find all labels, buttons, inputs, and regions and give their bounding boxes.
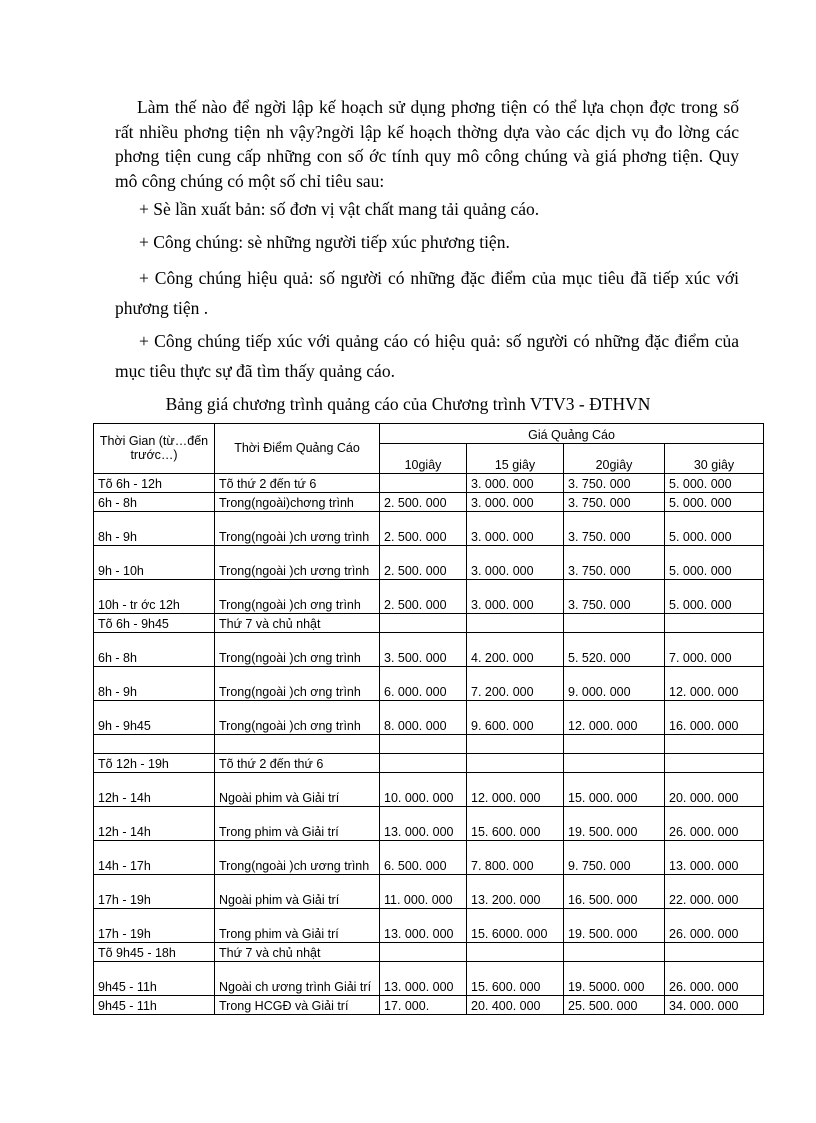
header-slot: Thời Điểm Quảng Cáo [215,424,380,474]
cell-slot: Tõ thứ 2 đến tứ 6 [215,474,380,493]
table-row [94,754,764,773]
cell-price-20s [564,614,665,633]
cell-slot: Trong phim và Giải trí [215,909,380,943]
cell-price-20s: 15. 000. 000 [564,773,665,807]
cell-price-30s: 13. 000. 000 [665,841,764,875]
cell-price-15s [467,943,564,962]
bullet-item: + Sè lần xuất bản: số đơn vị vật chất mang tải quảng cáo. [139,199,540,219]
cell-time: Tõ 6h - 9h45 [94,614,215,633]
cell-price-30s: 22. 000. 000 [665,875,764,909]
cell-slot: Trong(ngoài )ch ương trình [215,546,380,580]
cell-price-15s: 9. 600. 000 [467,701,564,735]
cell-price-30s [665,754,764,773]
cell-price-10s [380,735,467,754]
cell-price-30s: 26. 000. 000 [665,909,764,943]
table-row [94,735,764,754]
table-title: Bảng giá chương trình quảng cáo của Chương trình VTV3 - ĐTHVN [165,394,651,414]
bullet-item: + Công chúng: sè những người tiếp xúc phương tiện. [139,232,510,252]
header-duration: 15 giây [467,444,564,474]
cell-price-15s [467,754,564,773]
cell-price-10s: 8. 000. 000 [380,701,467,735]
cell-slot: Trong(ngoài )ch ương trình [215,512,380,546]
cell-time: 6h - 8h [94,633,215,667]
cell-price-15s: 12. 000. 000 [467,773,564,807]
table-row [94,773,764,807]
cell-price-30s: 5. 000. 000 [665,580,764,614]
cell-price-15s: 20. 400. 000 [467,996,564,1015]
table-row [94,996,764,1015]
cell-price-30s: 5. 000. 000 [665,493,764,512]
cell-time: 14h - 17h [94,841,215,875]
header-duration: 20giây [564,444,665,474]
table-row [94,614,764,633]
cell-time: Tõ 6h - 12h [94,474,215,493]
cell-price-15s: 15. 6000. 000 [467,909,564,943]
table-row [94,474,764,493]
cell-slot: Trong(ngoài )ch ơng trình [215,667,380,701]
cell-price-10s: 2. 500. 000 [380,546,467,580]
cell-price-30s: 5. 000. 000 [665,512,764,546]
bullet-item: + Công chúng tiếp xúc với quảng cáo có hiệu quả: số người có những đặc điểm của mục tiêu thực sự đã tìm thấy quảng cáo. [115,331,739,381]
cell-slot: Trong(ngoài)chơng trình [215,493,380,512]
cell-price-15s: 7. 800. 000 [467,841,564,875]
cell-price-10s: 2. 500. 000 [380,580,467,614]
cell-slot [215,735,380,754]
cell-time: Tõ 9h45 - 18h [94,943,215,962]
cell-price-15s [467,614,564,633]
cell-price-30s: 12. 000. 000 [665,667,764,701]
cell-price-20s: 9. 000. 000 [564,667,665,701]
cell-price-15s [467,735,564,754]
cell-price-30s: 20. 000. 000 [665,773,764,807]
table-row [94,667,764,701]
cell-price-20s: 3. 750. 000 [564,493,665,512]
cell-price-15s: 15. 600. 000 [467,807,564,841]
cell-price-30s [665,614,764,633]
cell-slot: Tõ thứ 2 đến thứ 6 [215,754,380,773]
cell-price-15s: 3. 000. 000 [467,512,564,546]
cell-price-20s: 19. 5000. 000 [564,962,665,996]
cell-price-10s: 6. 000. 000 [380,667,467,701]
cell-price-20s: 25. 500. 000 [564,996,665,1015]
cell-slot: Ngoài phim và Giải trí [215,875,380,909]
cell-price-10s [380,614,467,633]
cell-slot: Trong HCGĐ và Giải trí [215,996,380,1015]
table-row [94,493,764,512]
table-row [94,875,764,909]
cell-price-30s: 26. 000. 000 [665,807,764,841]
cell-time: 6h - 8h [94,493,215,512]
cell-slot: Thứ 7 và chủ nhật [215,943,380,962]
cell-price-20s: 12. 000. 000 [564,701,665,735]
cell-slot: Ngoài ch ương trình Giải trí [215,962,380,996]
cell-price-30s: 5. 000. 000 [665,546,764,580]
price-table [93,423,764,1015]
table-row [94,909,764,943]
cell-time [94,735,215,754]
header-price: Giá Quảng Cáo [380,424,764,444]
cell-price-10s: 13. 000. 000 [380,909,467,943]
cell-slot: Thứ 7 và chủ nhật [215,614,380,633]
table-row [94,580,764,614]
table-row [94,701,764,735]
cell-price-20s [564,754,665,773]
cell-slot: Ngoài phim và Giải trí [215,773,380,807]
cell-price-30s [665,943,764,962]
cell-price-10s: 6. 500. 000 [380,841,467,875]
cell-price-30s: 34. 000. 000 [665,996,764,1015]
header-time: Thời Gian (từ…đến trước…) [94,424,215,474]
cell-price-10s: 3. 500. 000 [380,633,467,667]
cell-price-10s [380,474,467,493]
bullet-item: + Công chúng hiệu quả: số người có những đặc điểm của mục tiêu đã tiếp xúc với phương tiện . [115,268,739,318]
cell-slot: Trong(ngoài )ch ương trình [215,841,380,875]
table-row [94,633,764,667]
cell-price-30s: 5. 000. 000 [665,474,764,493]
cell-price-10s: 17. 000. [380,996,467,1015]
cell-price-10s: 13. 000. 000 [380,807,467,841]
cell-price-30s: 26. 000. 000 [665,962,764,996]
table-body [94,474,764,1015]
cell-price-15s: 3. 000. 000 [467,580,564,614]
cell-slot: Trong phim và Giải trí [215,807,380,841]
cell-time: 12h - 14h [94,773,215,807]
cell-time: 12h - 14h [94,807,215,841]
cell-price-15s: 3. 000. 000 [467,493,564,512]
cell-price-30s: 16. 000. 000 [665,701,764,735]
table-row [94,962,764,996]
cell-price-15s: 7. 200. 000 [467,667,564,701]
cell-price-10s: 10. 000. 000 [380,773,467,807]
cell-price-20s: 9. 750. 000 [564,841,665,875]
table-row [94,546,764,580]
cell-slot: Trong(ngoài )ch ơng trình [215,701,380,735]
cell-time: 10h - tr ớc 12h [94,580,215,614]
table-row [94,841,764,875]
cell-price-20s: 16. 500. 000 [564,875,665,909]
cell-slot: Trong(ngoài )ch ơng trình [215,580,380,614]
cell-price-20s [564,735,665,754]
cell-slot: Trong(ngoài )ch ơng trình [215,633,380,667]
table-row [94,512,764,546]
cell-price-15s: 3. 000. 000 [467,546,564,580]
cell-time: 17h - 19h [94,909,215,943]
cell-price-20s: 3. 750. 000 [564,512,665,546]
intro-paragraph: Làm thế nào để ngời lập kế hoạch sử dụng phơng tiện có thể lựa chọn đợc trong số rất nhiều phơng tiện nh vậy?ngời lập kế hoạch thờng dựa vào các dịch vụ đo lờng các phơng tiện cung cấp những con số ớc tính quy mô công chúng và giá phơng tiện. Quy mô công chúng có một số chỉ tiêu sau: [115,97,739,191]
cell-price-15s: 13. 200. 000 [467,875,564,909]
cell-price-20s: 3. 750. 000 [564,546,665,580]
cell-price-10s [380,943,467,962]
cell-time: 9h - 9h45 [94,701,215,735]
cell-price-10s: 11. 000. 000 [380,875,467,909]
cell-time: 8h - 9h [94,512,215,546]
cell-time: 9h45 - 11h [94,962,215,996]
table-row [94,807,764,841]
table-row [94,943,764,962]
cell-price-20s: 3. 750. 000 [564,580,665,614]
cell-price-20s: 19. 500. 000 [564,807,665,841]
cell-price-20s: 3. 750. 000 [564,474,665,493]
cell-price-30s: 7. 000. 000 [665,633,764,667]
cell-price-20s: 5. 520. 000 [564,633,665,667]
cell-price-15s: 4. 200. 000 [467,633,564,667]
cell-time: 9h45 - 11h [94,996,215,1015]
cell-time: Tõ 12h - 19h [94,754,215,773]
header-duration: 10giây [380,444,467,474]
cell-price-10s: 2. 500. 000 [380,512,467,546]
cell-price-20s: 19. 500. 000 [564,909,665,943]
cell-price-20s [564,943,665,962]
cell-time: 8h - 9h [94,667,215,701]
header-duration: 30 giây [665,444,764,474]
cell-price-10s: 2. 500. 000 [380,493,467,512]
cell-price-30s [665,735,764,754]
cell-price-15s: 15. 600. 000 [467,962,564,996]
cell-price-10s [380,754,467,773]
cell-time: 17h - 19h [94,875,215,909]
cell-price-15s: 3. 000. 000 [467,474,564,493]
cell-price-10s: 13. 000. 000 [380,962,467,996]
cell-time: 9h - 10h [94,546,215,580]
